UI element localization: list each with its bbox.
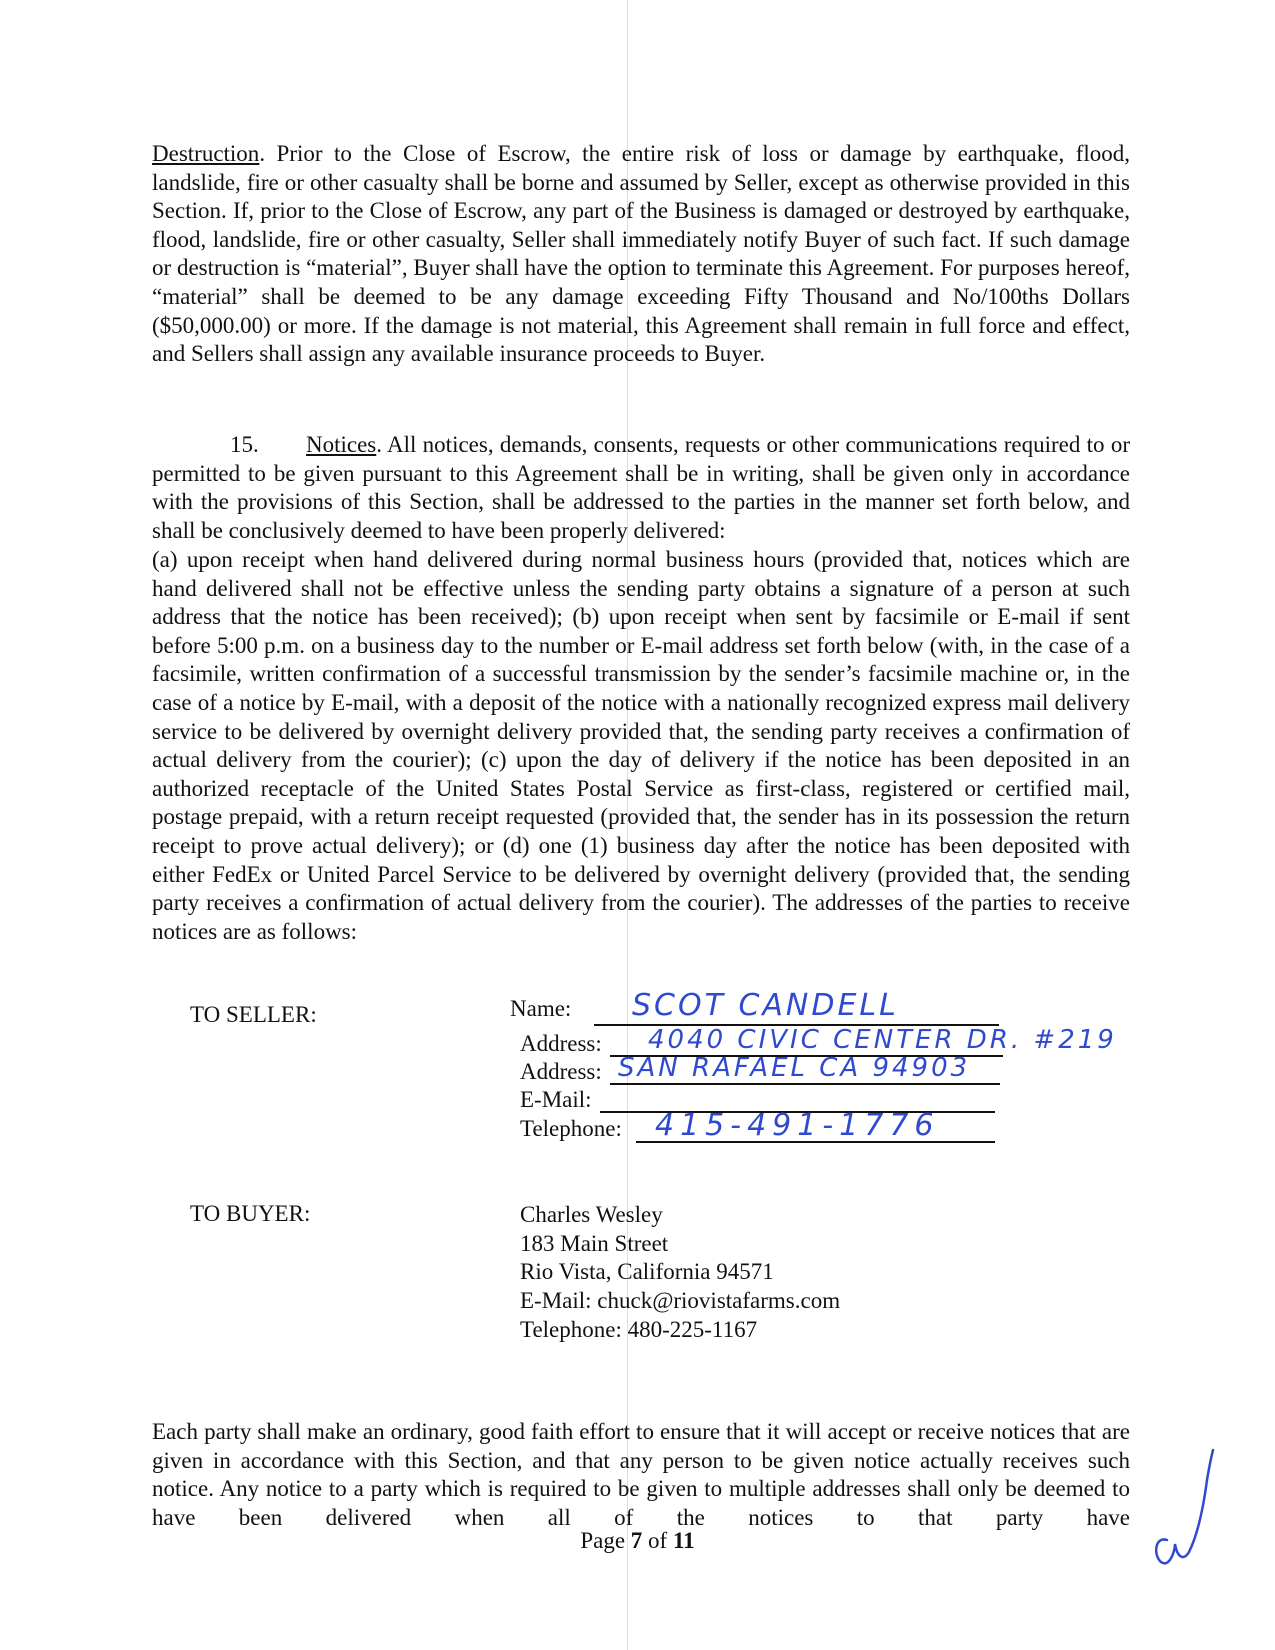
delivery-methods-text: (a) upon receipt when hand delivered during normal business hours (provided that, notices which are hand delivered shall not be effective unless the sending party obtains a signature of a person at such address that the notice has been received); (b) upon receipt when sent by facsimile or E-mail if sent before 5:00 p.m. on a business day to the number or E-mail address set forth below (with, in the case of a facsimile, written confirmation of a successful transmission by the sender’s facsimile machine or, in the case of a notice by E-mail, with a deposit of the notice with a nationally recognized express mail delivery service to be delivered by overnight delivery provided that, the sending party receives a confirmation of actual delivery from the courier); (c) upon the day of delivery if the notice has been deposited in an authorized receptacle of the United States Postal Service as first-class, registered or certified mail, postage prepaid, with a return receipt requested (provided that, the sender has in its possession the return receipt to prove actual delivery); or (d) one (1) business day after the notice has been deposited with either FedEx or United Parcel Service to be delivered by overnight delivery (provided that, the sending party receives a confirmation of actual delivery from the courier). The addresses of the parties to receive notices are as follows:: [152, 547, 1130, 944]
seller-name-label: Name:: [510, 996, 572, 1021]
seller-name-value[interactable]: SCOT CANDELL: [632, 988, 899, 1023]
notices-heading: Notices: [306, 432, 377, 457]
buyer-name: Charles Wesley: [520, 1202, 663, 1227]
handwritten-initials: [1145, 1440, 1225, 1570]
seller-telephone-label: Telephone:: [520, 1116, 622, 1141]
total-pages: 11: [672, 1528, 695, 1553]
seller-address1-value[interactable]: 4040 CIVIC CENTER DR. #219: [648, 1025, 1117, 1055]
buyer-city: Rio Vista, California 94571: [520, 1259, 774, 1285]
page-word: Page: [580, 1528, 631, 1553]
seller-email-label: E-Mail:: [520, 1087, 592, 1112]
delivery-methods-paragraph: [152, 546, 1130, 946]
initials-stroke: [1156, 1450, 1213, 1563]
seller-address1-label: Address:: [520, 1031, 602, 1056]
buyer-telephone: Telephone: 480-225-1167: [520, 1316, 758, 1342]
buyer-address-block: [520, 1201, 840, 1345]
destruction-paragraph: [152, 140, 1130, 369]
buyer-street: 183 Main Street: [520, 1230, 669, 1256]
destruction-text: . Prior to the Close of Escrow, the entire risk of loss or damage by earthquake, flood, landslide, fire or other casualty shall be borne and assumed by Seller, except as otherwise provided in this Section. If, prior to the Close of Escrow, any part of the Business is damaged or destroyed by earthquake, flood, landslide, fire or other casualty, Seller shall immediately notify Buyer of such fact. If such damage or destruction is “material”, Buyer shall have the option to terminate this Agreement. For purposes hereof, “material” shall be deemed to be any damage exceeding Fifty Thousand and No/100ths Dollars ($50,000.00) or more. If the damage is not material, this Agreement shall remain in full force and effect, and Sellers shall assign any available insurance proceeds to Buyer.: [152, 141, 1130, 367]
seller-address2-value[interactable]: SAN RAFAEL CA 94903: [618, 1053, 971, 1083]
seller-address2-label: Address:: [520, 1059, 602, 1084]
destruction-heading: Destruction: [152, 141, 260, 166]
of-word: of: [642, 1528, 673, 1553]
closing-paragraph: [152, 1418, 1130, 1532]
current-page: 7: [630, 1528, 643, 1553]
seller-address2-line: [610, 1083, 1000, 1085]
to-seller-label: TO SELLER:: [190, 1002, 317, 1027]
seller-telephone-value[interactable]: 415-491-1776: [655, 1108, 940, 1143]
to-buyer-label: TO BUYER:: [190, 1201, 311, 1226]
notices-intro: . All notices, demands, consents, requests or other communications required to or permitted to be given pursuant to this Agreement shall be in writing, shall be given only in accordance with the provisions of this Section, shall be addressed to the parties in the manner set forth below, and shall be conclusively deemed to have been properly delivered:: [152, 432, 1130, 543]
section-number: 15.: [230, 432, 259, 457]
closing-text: Each party shall make an ordinary, good faith effort to ensure that it will accept or receive notices that are given in accordance with this Section, and that any person to be given notice actually receives such notice. Any notice to a party which is required to be given to multiple addresses shall only be deemed to have been delivered when all of the notices to that party have: [152, 1419, 1130, 1530]
notices-paragraph: [152, 431, 1130, 545]
buyer-email: E-Mail: chuck@riovistafarms.com: [520, 1288, 841, 1314]
page-footer: [0, 1528, 1275, 1554]
